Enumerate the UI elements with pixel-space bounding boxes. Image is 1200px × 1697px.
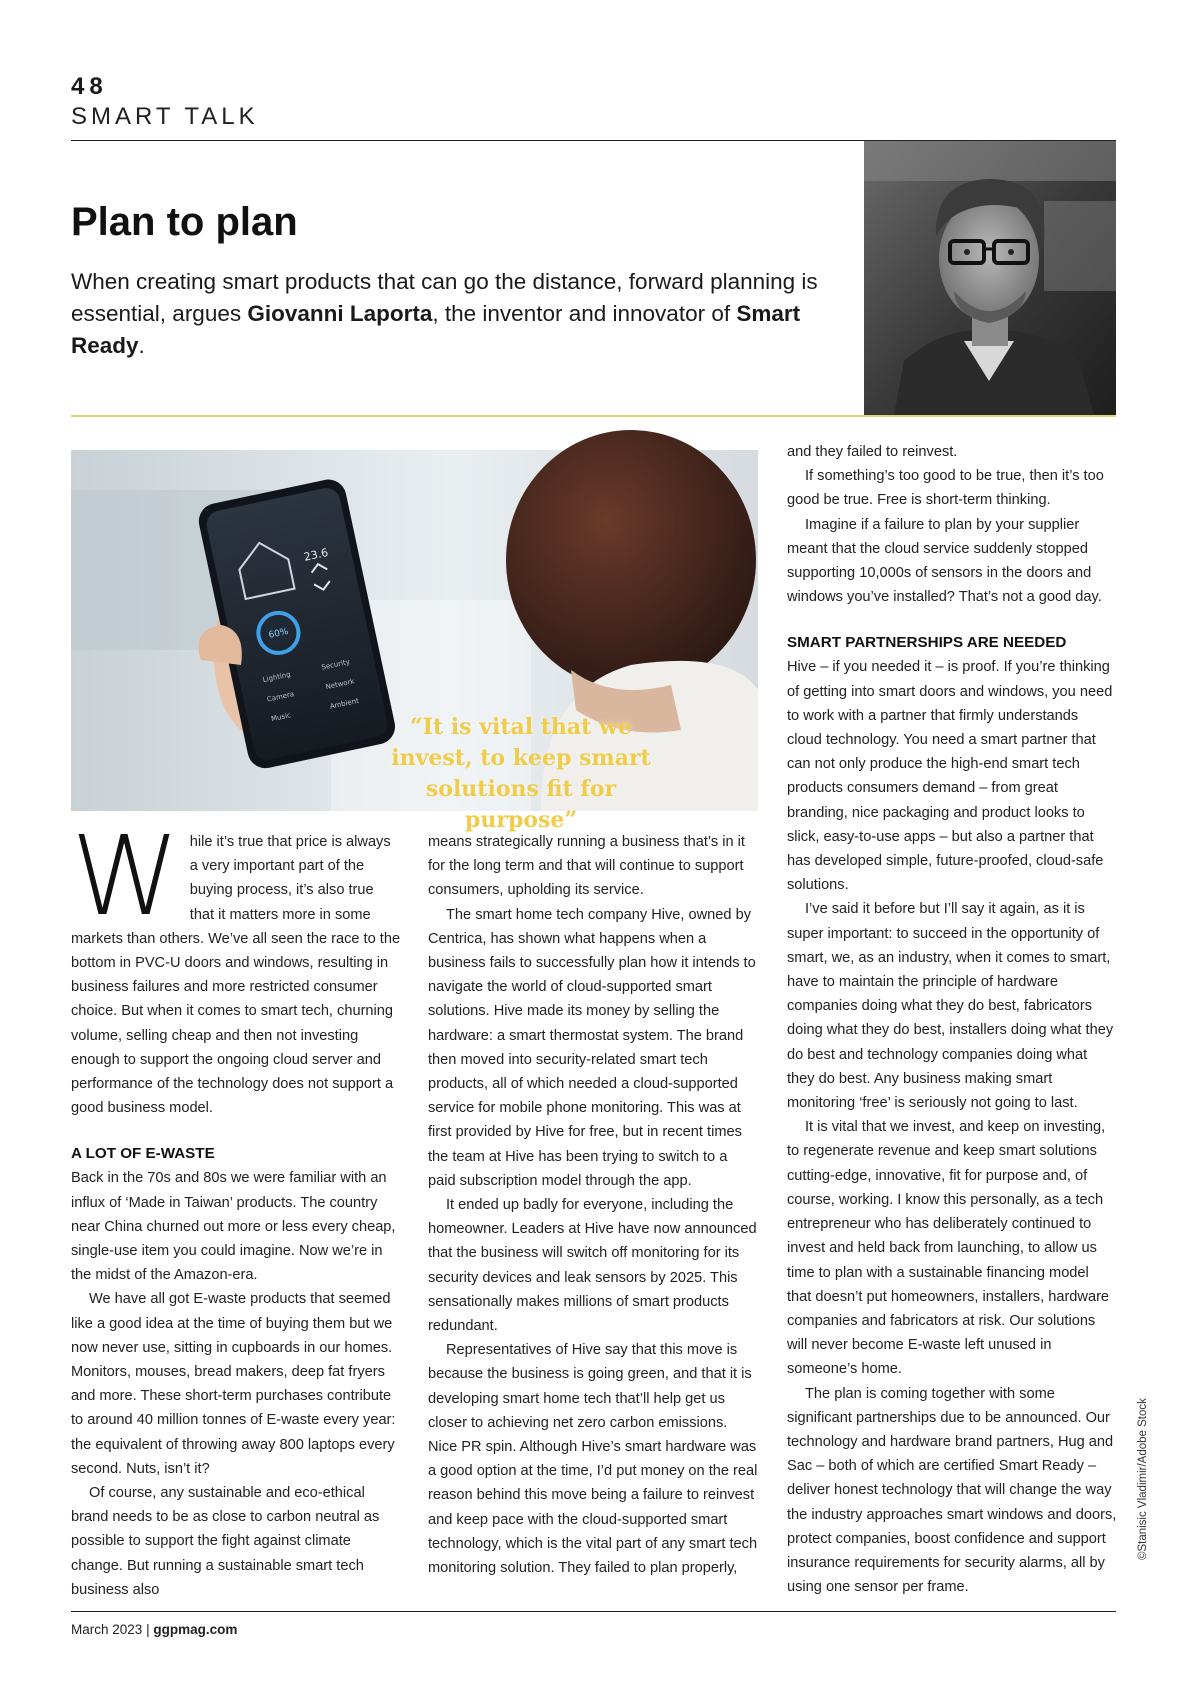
yellow-divider <box>71 415 1116 417</box>
intro-paragraph <box>71 812 401 1120</box>
paragraph: and they failed to reinvest. <box>787 444 958 460</box>
paragraph: The plan is coming together with some significant partnerships due to be announced. Our technology and hardware brand partners, Hug and Sac – both of which are certified Smart Ready – deliver honest technology that will change the way the industry approaches smart windows and doors, protect companies, boost confidence and support insurance requirements for security alarms, all by using one sensor per frame. <box>787 1385 1117 1596</box>
article-column-2 <box>428 830 758 1580</box>
pull-quote: “It is vital that we invest, to keep smart solutions fit for purpose” <box>391 714 651 833</box>
site-link[interactable]: ggpmag.com <box>153 1622 238 1637</box>
phone-menu-item: Ambient <box>329 696 360 711</box>
standfirst-end: . <box>138 333 145 358</box>
standfirst-text-1: When creating smart products that can go the distance, forward planning is essential, argues <box>71 269 818 326</box>
paragraph-text: hile it’s true that price is always a very important part of the buying process, it’s also true that it matters more in some markets than others. We’ve all seen the race to the bottom in PVC-U doors and windows, resulting in business failures and more restricted consumer choice. But when it comes to smart tech, churning volume, selling cheap and then not investing enough to support the ongoing cloud server and performance of the technology does not support a good business model. <box>71 834 401 1117</box>
standfirst-text-2: , the inventor and innovator of <box>432 301 737 326</box>
page-number: 48 <box>71 73 108 100</box>
phone-temp: 23.6 <box>302 545 330 564</box>
issue-date: March 2023 <box>71 1622 143 1637</box>
phone-menu-item: Lighting <box>262 670 292 685</box>
paragraph: Imagine if a failure to plan by your supplier meant that the cloud service suddenly stopped supporting 10,000s of sensors in the doors and windows you’ve installed? That’s not a good day. <box>787 516 1102 606</box>
article-column-1 <box>71 812 401 1602</box>
paragraph: Back in the 70s and 80s we were familiar with an influx of ‘Made in Taiwan’ products. The country near China churned out more or less every cheap, single-use item you could imagine. Now we’re in the midst of the Amazon-era. <box>71 1170 396 1284</box>
paragraph: Hive – if you needed it – is proof. If you’re thinking of getting into smart doors and windows, you need to work with a partner that firmly understands cloud technology. You need a smart partner that can not only produce the high-end smart tech products consumers demand – from great branding, nice packaging and product looks to slick, easy-to-use apps – but also a partner that has developed simple, future-proofed, cloud-safe solutions. <box>787 659 1113 894</box>
subheading-partnerships: SMART PARTNERSHIPS ARE NEEDED <box>787 634 1067 652</box>
paragraph: Of course, any sustainable and eco-ethical brand needs to be as close to carbon neutral as possible to support the fight against climate change. But running a sustainable smart tech business also <box>71 1485 380 1598</box>
author-portrait <box>864 141 1116 415</box>
paragraph: It is vital that we invest, and keep on investing, to regenerate revenue and keep smart solutions cutting-edge, innovative, fit for purpose and, of course, working. I know this personally, as a tech entrepreneur who has deliberately continued to invest and held back from launching, to allow us time to plan with a sustainable financing model that doesn’t put homeowners, installers, hardware companies and fabricators at risk. Our solutions will never become E-waste left unused in someone’s home. <box>787 1119 1110 1378</box>
subheading-e-waste: A LOT OF E-WASTE <box>71 1145 215 1163</box>
hero-image <box>71 450 758 833</box>
paragraph: The smart home tech company Hive, owned by Centrica, has shown what happens when a business fails to successfully plan how it intends to navigate the world of cloud-supported smart solutions. Hive made its money by selling the hardware: a smart thermostat system. The brand then moved into security-related smart tech products, all of which needed a cloud-supported service for mobile phone monitoring. This was at first provided by Hive for free, but in recent times the team at Hive has been trying to switch to a paid subscription model through the app. <box>428 906 756 1189</box>
product-name: Smart Ready <box>71 301 801 358</box>
article-title: Plan to plan <box>71 200 298 244</box>
article-column-3 <box>787 440 1117 1599</box>
paragraph: If something’s too good to be true, then it’s too good be true. Free is short-term thinking. <box>787 468 1104 509</box>
paragraph: Representatives of Hive say that this move is because the business is going green, and that it is developing smart home tech that’ll help get us closer to achieving net zero carbon emissions. Nice PR spin. Although Hive’s smart hardware was a good option at the time, I’d put money on the real reason behind this move being a failure to reinvest and keep pace with the cloud-supported smart technology, which is the vital part of any smart tech monitoring solution. They failed to plan properly, <box>428 1342 758 1577</box>
phone-menu-item: Network <box>324 677 356 692</box>
bottom-divider <box>71 1611 1116 1612</box>
paragraph: It ended up badly for everyone, including the homeowner. Leaders at Hive have now announced that the business will switch off monitoring for its security devices and leak sensors by 2025. This sensationally makes millions of smart products redundant. <box>428 1197 757 1335</box>
standfirst <box>71 266 851 362</box>
drop-cap: W <box>71 812 180 940</box>
phone-humidity: 60% <box>267 626 290 641</box>
paragraph: means strategically running a business that’s in it for the long term and that will continue to support consumers, upholding its service. <box>428 834 745 899</box>
author-name: Giovanni Laporta <box>247 301 433 326</box>
photo-credit: ©Stanisic Vladimir/Adobe Stock <box>1137 1398 1149 1560</box>
footer <box>71 1622 237 1637</box>
section-name: SMART TALK <box>71 103 259 130</box>
phone-menu-item: Music <box>270 711 292 724</box>
paragraph: I’ve said it before but I’ll say it again, as it is super important: to succeed in the opportunity of smart, we, as an industry, when it comes to smart, have to maintain the principle of hardware companies doing what they do best, fabricators doing what they do best, installers doing what they do best and technology companies doing what they do best. Any business making smart monitoring ‘free’ is seriously not going to last. <box>787 901 1114 1112</box>
phone-menu-item: Camera <box>266 690 295 704</box>
paragraph: We have all got E-waste products that seemed like a good idea at the time of buying them but we now never use, sitting in cupboards in our homes. Monitors, mouses, bread makers, deep fat fryers and more. These short-term purchases contribute to around 40 million tonnes of E-waste every year: the equivalent of throwing away 800 laptops every second. Nuts, isn’t it? <box>71 1291 396 1477</box>
phone-menu-item: Security <box>320 657 351 672</box>
footer-separator: | <box>146 1622 150 1637</box>
